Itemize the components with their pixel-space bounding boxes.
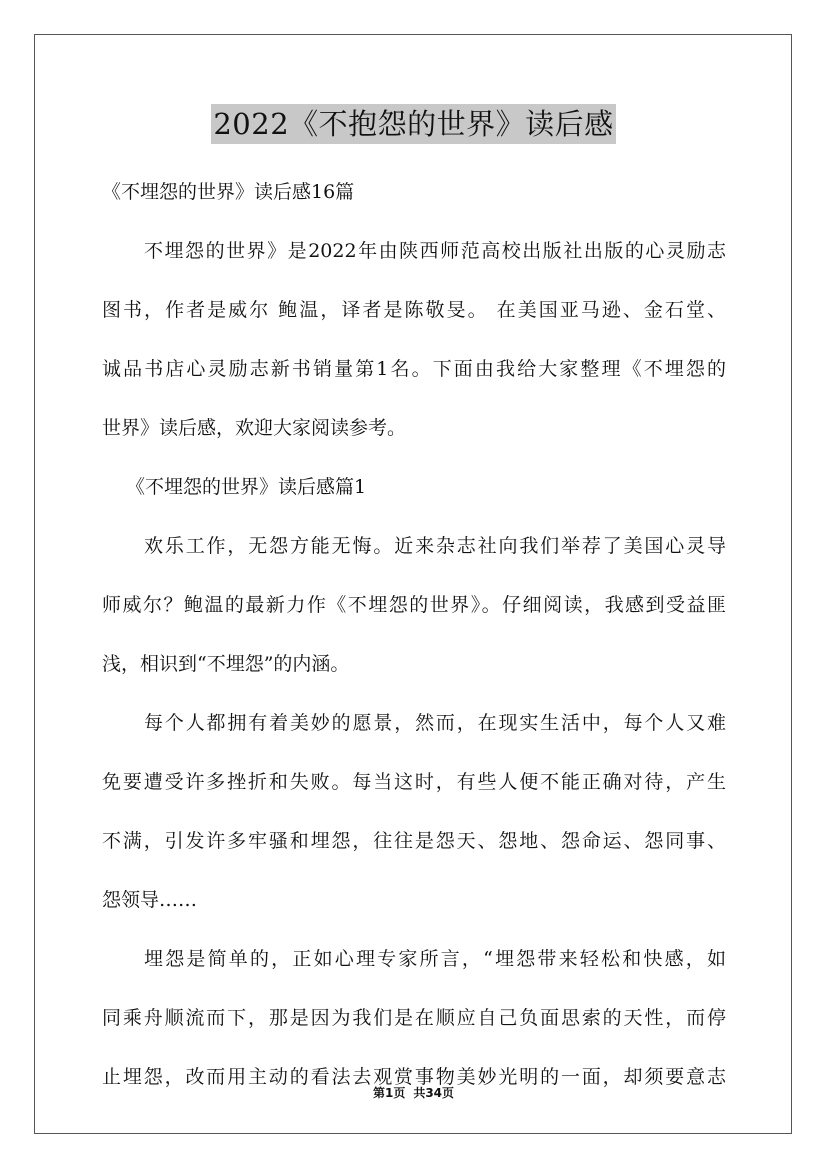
paragraph-line: 浅，相识到“不埋怨”的内涵。 — [102, 653, 350, 675]
paragraph-line: 不埋怨的世界》是2022年由陕西师范高校出版社出版的心灵励志 — [144, 240, 726, 262]
paragraph-2 — [102, 530, 726, 681]
paragraph-3 — [102, 707, 726, 917]
paragraph-line: 怨领导…… — [102, 889, 198, 911]
page-total: 共34页 — [413, 1086, 455, 1100]
paragraph-line: 图书，作者是威尔 鲍温，译者是陈敬旻。 在美国亚马逊、金石堂、 — [102, 299, 726, 321]
paragraph-1 — [102, 235, 726, 445]
title-block — [0, 104, 827, 144]
paragraph-line: 师威尔？鲍温的最新力作《不埋怨的世界》。仔细阅读，我感到受益匪 — [102, 594, 726, 616]
paragraph-line: 不满，引发许多牢骚和埋怨，往往是怨天、怨地、怨命运、怨同事、 — [102, 830, 726, 852]
document-title: 2022《不抱怨的世界》读后感 — [211, 104, 615, 144]
subtitle: 《不埋怨的世界》读后感16篇 — [102, 181, 355, 203]
document-body — [102, 176, 726, 1094]
section-heading-text: 《不埋怨的世界》读后感篇1 — [126, 476, 367, 498]
paragraph-line: 诚品书店心灵励志新书销量第1名。下面由我给大家整理《不埋怨的 — [102, 358, 726, 380]
paragraph-line: 同乘舟顺流而下，那是因为我们是在顺应自己负面思索的天性，而停 — [102, 1007, 726, 1029]
page-footer — [0, 1084, 827, 1101]
paragraph-line: 每个人都拥有着美妙的愿景，然而，在现实生活中，每个人又难 — [144, 712, 726, 734]
section-heading — [102, 471, 726, 504]
page-number: 第1页 — [372, 1086, 406, 1100]
paragraph-line: 埋怨是简单的，正如心理专家所言，“埋怨带来轻松和快感，如 — [144, 948, 726, 970]
paragraph-line: 免要遭受许多挫折和失败。每当这时，有些人便不能正确对待，产生 — [102, 771, 726, 793]
paragraph-line: 欢乐工作，无怨方能无悔。近来杂志社向我们举荐了美国心灵导 — [144, 535, 726, 557]
paragraph-4 — [102, 943, 726, 1094]
paragraph-line: 世界》读后感，欢迎大家阅读参考。 — [102, 417, 407, 439]
paragraph-line: 止埋怨，改而用主动的看法去观赏事物美妙光明的一面，却须要意志 — [102, 1066, 726, 1088]
